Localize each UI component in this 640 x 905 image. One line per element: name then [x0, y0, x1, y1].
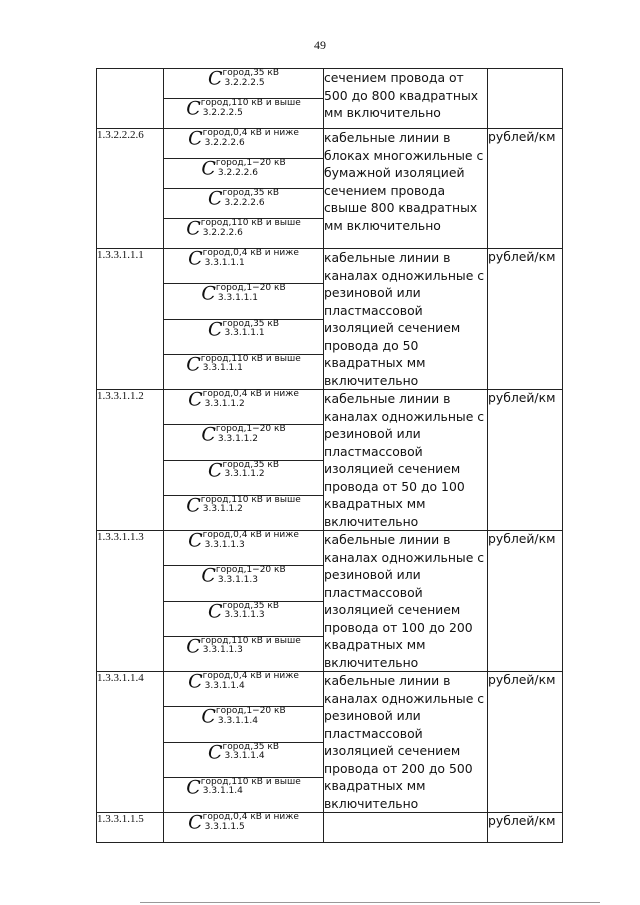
page-number: 49 — [314, 38, 326, 52]
symbol-letter: C — [207, 459, 223, 481]
formula-subscript: 3.3.1.1.2 — [217, 433, 258, 444]
rate-symbol — [201, 159, 285, 178]
rate-formula — [164, 636, 324, 671]
rate-formula — [164, 813, 324, 843]
rate-symbol — [208, 602, 279, 621]
rate-formula — [164, 189, 324, 219]
rate-formula — [164, 495, 324, 530]
formula-superscript: город,1−20 кВ — [215, 158, 286, 168]
symbol-letter: C — [207, 741, 223, 763]
rate-symbol — [201, 284, 285, 303]
formula-superscript: город,0,4 кВ и ниже — [202, 248, 299, 258]
item-code — [97, 69, 164, 129]
symbol-letter: C — [186, 494, 201, 517]
item-code: 1.3.3.1.1.5 — [97, 813, 164, 843]
item-description — [324, 813, 488, 843]
item-unit: рублей/км — [488, 672, 563, 813]
rate-symbol — [188, 672, 299, 691]
symbol-letter: C — [207, 318, 223, 340]
item-description: кабельные линии в каналах одножильные с резиновой или пластмассовой изоляцией сечением провода до 50 квадратных мм включительно — [324, 249, 488, 390]
formula-superscript: город,0,4 кВ и ниже — [202, 530, 299, 540]
formula-superscript: город,1−20 кВ — [215, 283, 286, 294]
table-row — [97, 813, 563, 843]
rate-formula — [164, 707, 324, 742]
symbol-letter: C — [207, 187, 223, 210]
tariff-table-body — [97, 69, 563, 843]
item-code: 1.3.3.1.1.4 — [97, 672, 164, 813]
rate-symbol — [208, 189, 279, 208]
rate-symbol — [188, 249, 299, 268]
page-bottom-line — [140, 902, 600, 903]
rate-formula — [164, 69, 324, 99]
formula-subscript: 3.2.2.2.5 — [202, 107, 243, 118]
formula-subscript: 3.3.1.1.2 — [224, 469, 265, 479]
formula-superscript: город,0,4 кВ и ниже — [202, 389, 299, 399]
rate-formula — [164, 777, 324, 812]
rate-symbol — [201, 707, 285, 726]
rate-formula — [164, 390, 324, 425]
rate-symbol — [208, 320, 279, 339]
table-row — [97, 672, 563, 707]
item-unit: рублей/км — [488, 390, 563, 531]
formula-superscript: город,35 кВ — [222, 68, 279, 78]
rate-formula — [164, 601, 324, 636]
formula-superscript: город,35 кВ — [222, 600, 279, 611]
rate-symbol — [188, 129, 299, 148]
rate-symbol — [186, 637, 301, 656]
formula-superscript: город,0,4 кВ и ниже — [202, 128, 299, 138]
rate-formula — [164, 249, 324, 284]
formula-superscript: город,110 кВ и выше — [200, 353, 301, 364]
symbol-letter: C — [188, 670, 203, 693]
item-code: 1.3.2.2.2.6 — [97, 129, 164, 249]
formula-superscript: город,35 кВ — [222, 318, 279, 329]
tariff-table — [96, 68, 563, 843]
formula-superscript: город,110 кВ и выше — [200, 776, 301, 787]
rate-formula — [164, 531, 324, 566]
rate-formula — [164, 219, 324, 249]
rate-formula — [164, 284, 324, 319]
rate-formula — [164, 672, 324, 707]
formula-superscript: город,110 кВ и выше — [200, 635, 301, 646]
table-row — [97, 69, 563, 99]
symbol-letter: C — [188, 247, 203, 270]
rate-symbol — [208, 69, 279, 88]
rate-symbol — [208, 461, 279, 480]
formula-subscript: 3.3.1.1.2 — [204, 398, 245, 409]
rate-formula — [164, 460, 324, 495]
formula-subscript: 3.3.1.1.1 — [202, 363, 243, 374]
formula-superscript: город,35 кВ — [222, 741, 279, 752]
symbol-letter: C — [201, 705, 216, 728]
rate-symbol — [188, 531, 299, 550]
rate-formula — [164, 425, 324, 460]
rate-symbol — [186, 99, 301, 118]
symbol-letter: C — [201, 564, 216, 587]
rate-formula — [164, 742, 324, 777]
formula-subscript: 3.3.1.1.5 — [204, 821, 245, 832]
rate-symbol — [201, 566, 285, 585]
symbol-letter: C — [186, 217, 201, 240]
symbol-letter: C — [201, 282, 216, 305]
formula-subscript: 3.2.2.2.6 — [224, 197, 265, 208]
rate-symbol — [201, 425, 285, 444]
rate-formula — [164, 159, 324, 189]
table-row — [97, 531, 563, 566]
formula-subscript: 3.3.1.1.4 — [217, 715, 258, 726]
item-unit: рублей/км — [488, 129, 563, 249]
table-row — [97, 390, 563, 425]
rate-formula — [164, 99, 324, 129]
formula-superscript: город,110 кВ и выше — [200, 494, 301, 505]
rate-formula — [164, 566, 324, 601]
formula-subscript: 3.3.1.1.4 — [204, 680, 245, 691]
item-description: кабельные линии в каналах одножильные с резиновой или пластмассовой изоляцией сечением провода от 50 до 100 квадратных мм включительно — [324, 390, 488, 531]
rate-formula — [164, 354, 324, 389]
item-unit — [488, 69, 563, 129]
item-unit: рублей/км — [488, 531, 563, 672]
item-code: 1.3.3.1.1.2 — [97, 390, 164, 531]
table-row — [97, 129, 563, 159]
formula-subscript: 3.3.1.1.3 — [204, 539, 245, 550]
symbol-letter: C — [186, 97, 201, 120]
formula-subscript: 3.3.1.1.4 — [202, 786, 243, 797]
rate-symbol — [208, 743, 279, 762]
item-description: кабельные линии в каналах одножильные с резиновой или пластмассовой изоляцией сечением провода от 200 до 500 квадратных мм включительно — [324, 672, 488, 813]
formula-subscript: 3.3.1.1.1 — [204, 257, 245, 268]
rate-symbol — [186, 219, 301, 238]
symbol-letter: C — [188, 529, 203, 552]
item-description: кабельные линии в блоках многожильные с бумажной изоляцией сечением провода свыше 800 квадратных мм включительно — [324, 129, 488, 249]
formula-superscript: город,0,4 кВ и ниже — [202, 671, 299, 681]
rate-symbol — [186, 496, 301, 515]
formula-superscript: город,0,4 кВ и ниже — [202, 812, 299, 822]
symbol-letter: C — [188, 388, 203, 411]
symbol-letter: C — [186, 353, 201, 376]
symbol-letter: C — [186, 776, 201, 799]
item-code: 1.3.3.1.1.1 — [97, 249, 164, 390]
symbol-letter: C — [188, 811, 203, 834]
formula-subscript: 3.3.1.1.2 — [202, 504, 243, 515]
rate-symbol — [188, 813, 299, 832]
symbol-letter: C — [207, 600, 223, 622]
symbol-letter: C — [201, 157, 216, 180]
symbol-letter: C — [186, 635, 201, 658]
symbol-letter: C — [188, 127, 203, 150]
rate-symbol — [186, 778, 301, 797]
formula-subscript: 3.3.1.1.4 — [224, 751, 265, 761]
formula-superscript: город,1−20 кВ — [215, 706, 286, 717]
formula-subscript: 3.3.1.1.1 — [224, 328, 265, 338]
formula-superscript: город,35 кВ — [222, 459, 279, 470]
item-code: 1.3.3.1.1.3 — [97, 531, 164, 672]
formula-subscript: 3.3.1.1.3 — [217, 574, 258, 585]
rate-formula — [164, 129, 324, 159]
item-description: сечением провода от 500 до 800 квадратных мм включительно — [324, 69, 488, 129]
formula-superscript: город,35 кВ — [222, 188, 279, 198]
formula-superscript: город,1−20 кВ — [215, 424, 286, 435]
symbol-letter: C — [207, 67, 223, 90]
formula-subscript: 3.3.1.1.3 — [224, 610, 265, 620]
rate-symbol — [188, 390, 299, 409]
rate-formula — [164, 319, 324, 354]
formula-subscript: 3.3.1.1.1 — [217, 292, 258, 303]
formula-subscript: 3.2.2.2.6 — [202, 227, 243, 238]
item-unit: рублей/км — [488, 249, 563, 390]
formula-superscript: город,1−20 кВ — [215, 565, 286, 576]
formula-superscript: город,110 кВ и выше — [200, 218, 301, 228]
formula-subscript: 3.3.1.1.3 — [202, 645, 243, 656]
item-description: кабельные линии в каналах одножильные с резиновой или пластмассовой изоляцией сечением провода от 100 до 200 квадратных мм включительно — [324, 531, 488, 672]
formula-superscript: город,110 кВ и выше — [200, 98, 301, 108]
formula-subscript: 3.2.2.2.5 — [224, 77, 265, 88]
item-unit: рублей/км — [488, 813, 563, 843]
formula-subscript: 3.2.2.2.6 — [217, 167, 258, 178]
rate-symbol — [186, 355, 301, 374]
table-row — [97, 249, 563, 284]
formula-subscript: 3.2.2.2.6 — [204, 137, 245, 148]
symbol-letter: C — [201, 423, 216, 446]
